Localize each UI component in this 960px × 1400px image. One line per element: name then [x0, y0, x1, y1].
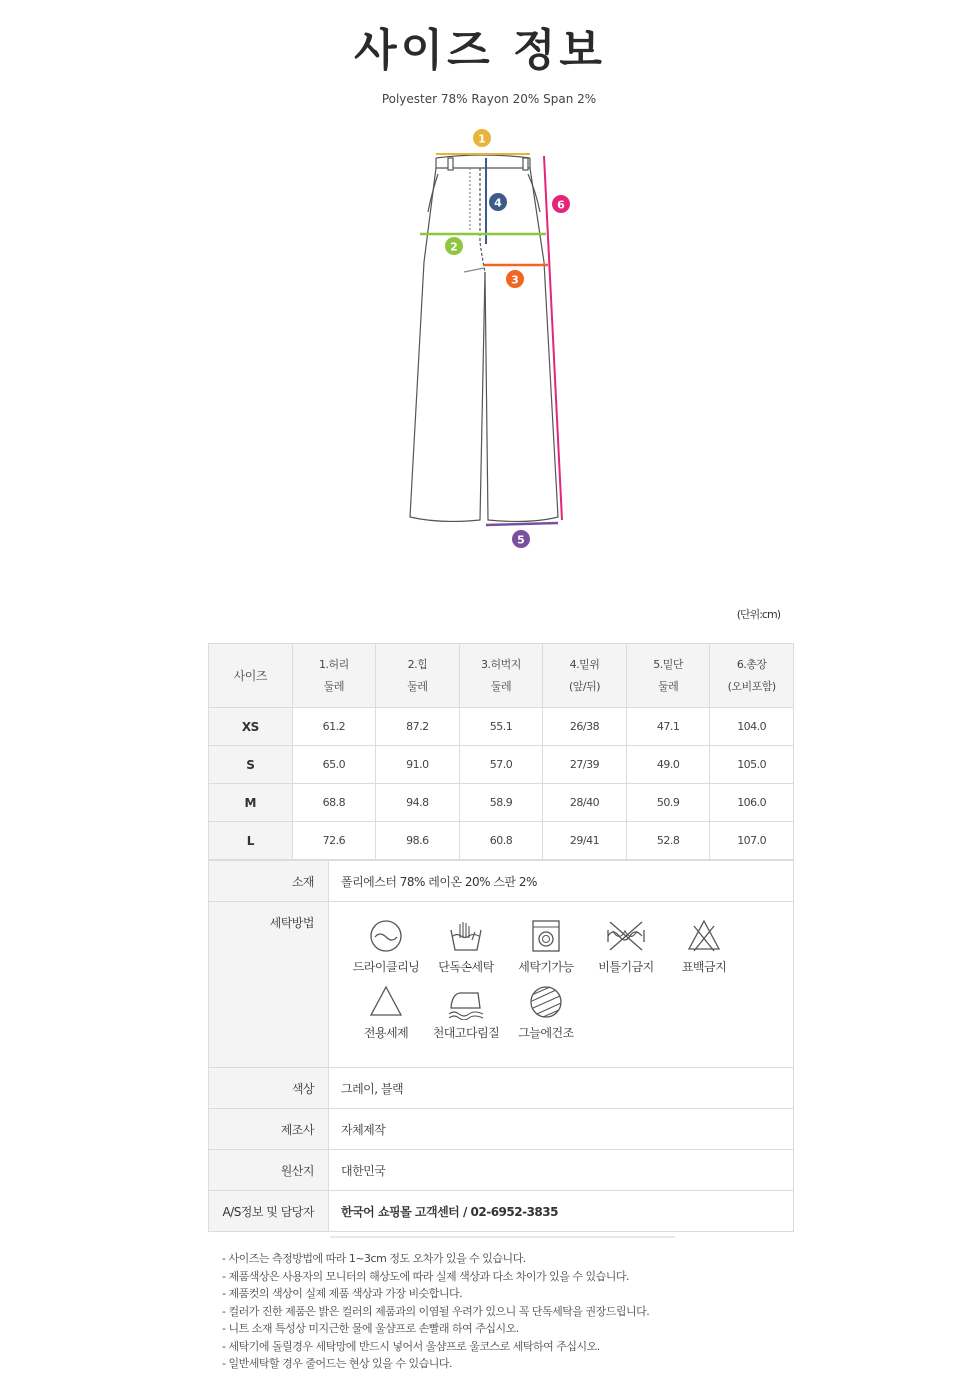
- hem-line: [486, 523, 558, 525]
- table-cell: 65.0: [292, 746, 376, 784]
- header-size: 사이즈: [209, 644, 293, 708]
- care-hand-wash: 단독손세탁: [427, 918, 505, 975]
- size-label: XS: [209, 708, 293, 746]
- table-cell: 27/39: [543, 746, 627, 784]
- iron-icon: [446, 984, 486, 1020]
- origin-value: 대한민국: [329, 1150, 794, 1191]
- table-cell: 72.6: [292, 822, 376, 860]
- table-cell: 107.0: [710, 822, 794, 860]
- table-cell: 49.0: [626, 746, 710, 784]
- care-no-bleach: 표백금지: [665, 918, 743, 975]
- table-cell: 57.0: [459, 746, 543, 784]
- table-cell: 28/40: [543, 784, 627, 822]
- list-item: - 컬러가 진한 제품은 밝은 컬러의 제품과의 이염될 우려가 있으니 꼭 단독세탁을 권장드립니다.: [222, 1304, 650, 1318]
- care-instructions: [329, 902, 794, 1068]
- size-label: S: [209, 746, 293, 784]
- shade-dry-icon: [528, 984, 564, 1020]
- maker-label: 제조사: [209, 1109, 329, 1150]
- material-label: 소재: [209, 861, 329, 902]
- info-row-color: [209, 1068, 794, 1109]
- list-item: - 제품색상은 사용자의 모니터의 해상도에 따라 실제 색상과 다소 차이가 있을 수 있습니다.: [222, 1269, 629, 1283]
- size-label: M: [209, 784, 293, 822]
- header-length: 6.총장 (오비포함): [710, 644, 794, 708]
- table-cell: 58.9: [459, 784, 543, 822]
- washing-machine-icon: [528, 918, 564, 954]
- origin-label: 원산지: [209, 1150, 329, 1191]
- header-hem: 5.밑단 둘레: [626, 644, 710, 708]
- header-waist: 1.허리 둘레: [292, 644, 376, 708]
- no-bleach-icon: [686, 918, 722, 954]
- table-cell: 26/38: [543, 708, 627, 746]
- marker-3-label: 3: [511, 273, 519, 287]
- care-dry-clean: 드라이클리닝: [347, 918, 425, 975]
- pants-measurement-diagram: [380, 122, 580, 562]
- header-hip: 2.힙 둘레: [376, 644, 460, 708]
- table-cell: 61.2: [292, 708, 376, 746]
- table-cell: 104.0: [710, 708, 794, 746]
- table-row: [209, 822, 794, 860]
- table-cell: 29/41: [543, 822, 627, 860]
- marker-1-label: 1: [478, 132, 486, 146]
- table-row: [209, 708, 794, 746]
- dry-clean-icon: [368, 918, 404, 954]
- marker-5-label: 5: [517, 533, 525, 547]
- table-cell: 98.6: [376, 822, 460, 860]
- care-no-wring: 비틀기금지: [587, 918, 665, 975]
- divider: [330, 1236, 675, 1238]
- header-thigh: 3.허벅지 둘레: [459, 644, 543, 708]
- as-label: A/S정보 및 담당자: [209, 1191, 329, 1232]
- list-item: - 세탁기에 돌릴경우 세탁망에 반드시 넣어서 울샴프로 울코스로 세탁하여 주십시오.: [222, 1339, 600, 1353]
- as-value: 한국어 쇼핑몰 고객센터 / 02-6952-3835: [329, 1191, 794, 1232]
- table-row: [209, 784, 794, 822]
- list-item: - 일반세탁할 경우 줄어드는 현상 있을 수 있습니다.: [222, 1357, 452, 1370]
- table-cell: 50.9: [626, 784, 710, 822]
- color-label: 색상: [209, 1068, 329, 1109]
- care-machine-wash: 세탁기가능: [507, 918, 585, 975]
- page-title: 사이즈 정보: [354, 25, 606, 76]
- care-shade-dry: 그늘에건조: [507, 984, 585, 1041]
- marker-2-label: 2: [450, 240, 458, 254]
- care-iron-with-cloth: 천대고다림질: [427, 984, 505, 1041]
- list-item: - 니트 소재 특성상 미지근한 물에 울샴프로 손빨래 하여 주십시오.: [222, 1322, 519, 1335]
- table-cell: 52.8: [626, 822, 710, 860]
- info-row-maker: [209, 1109, 794, 1150]
- info-row-care: [209, 902, 794, 1068]
- care-label: 세탁방법: [209, 902, 329, 1068]
- info-row-as: [209, 1191, 794, 1232]
- color-value: 그레이, 블랙: [329, 1068, 794, 1109]
- size-table: [208, 643, 794, 860]
- table-row: [209, 746, 794, 784]
- care-special-detergent: 전용세제: [347, 984, 425, 1041]
- info-row-material: [209, 861, 794, 902]
- marker-6-label: 6: [557, 198, 565, 212]
- material-value: 폴리에스터 78% 레이온 20% 스판 2%: [329, 861, 794, 902]
- table-cell: 105.0: [710, 746, 794, 784]
- size-table-header: [209, 644, 794, 708]
- detergent-triangle-icon: [368, 984, 404, 1020]
- table-cell: 55.1: [459, 708, 543, 746]
- hand-wash-icon: [448, 918, 484, 954]
- maker-value: 자체제작: [329, 1109, 794, 1150]
- table-cell: 60.8: [459, 822, 543, 860]
- table-cell: 47.1: [626, 708, 710, 746]
- pants-outline: [410, 155, 558, 521]
- product-info-table: [208, 860, 794, 1232]
- fabric-composition: Polyester 78% Rayon 20% Span 2%: [381, 92, 597, 106]
- list-item: - 제품컷의 색상이 실제 제품 색상과 가장 비슷합니다.: [222, 1287, 463, 1300]
- header-rise: 4.밑위 (앞/뒤): [543, 644, 627, 708]
- table-cell: 106.0: [710, 784, 794, 822]
- table-cell: 94.8: [376, 784, 460, 822]
- table-cell: 91.0: [376, 746, 460, 784]
- unit-label: (단위:cm): [736, 608, 780, 621]
- marker-4-label: 4: [494, 196, 502, 210]
- notes-list: [222, 1250, 822, 1373]
- list-item: - 사이즈는 측정방법에 따라 1~3cm 정도 오차가 있을 수 있습니다.: [222, 1252, 526, 1265]
- size-label: L: [209, 822, 293, 860]
- table-cell: 68.8: [292, 784, 376, 822]
- info-row-origin: [209, 1150, 794, 1191]
- table-cell: 87.2: [376, 708, 460, 746]
- no-wring-icon: [605, 918, 647, 954]
